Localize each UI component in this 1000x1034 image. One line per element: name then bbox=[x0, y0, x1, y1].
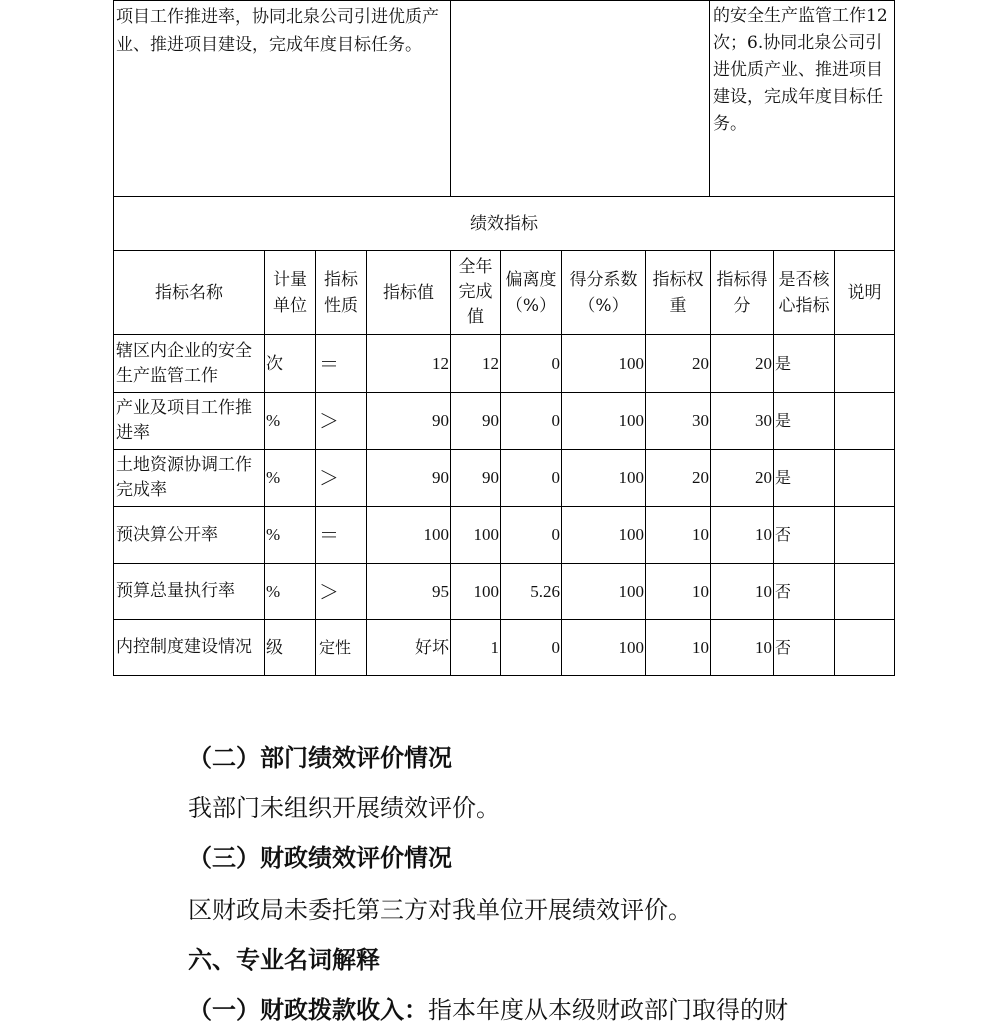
cell-score-coefficient: 100 bbox=[618, 468, 644, 487]
cell-score-coefficient: 100 bbox=[618, 525, 644, 544]
header-deviation: 偏离度（%） bbox=[505, 269, 557, 316]
cell-nature: ＞ bbox=[319, 466, 339, 490]
heading-dept-evaluation: （二）部门绩效评价情况 bbox=[188, 743, 452, 772]
cell-note bbox=[835, 564, 894, 619]
cell-target-value: 12 bbox=[432, 353, 449, 373]
paragraph-finance-evaluation: 区财政局未委托第三方对我单位开展绩效评价。 bbox=[188, 896, 692, 924]
cell-nature: ＝ bbox=[319, 523, 339, 547]
cell-weight: 10 bbox=[692, 525, 709, 544]
cell-nature: ＝ bbox=[319, 351, 339, 376]
header-score-coefficient: 得分系数（%） bbox=[569, 269, 638, 316]
cell-deviation: 5.26 bbox=[530, 581, 560, 601]
cell-deviation: 0 bbox=[551, 411, 560, 430]
cell-deviation: 0 bbox=[551, 353, 560, 373]
paragraph-fiscal-income bbox=[188, 994, 788, 1026]
cell-unit: % bbox=[266, 468, 281, 487]
cell-note bbox=[835, 393, 894, 449]
cell-actual-value: 100 bbox=[473, 581, 499, 601]
cell-weight: 20 bbox=[692, 468, 709, 487]
header-score: 指标得分 bbox=[716, 269, 768, 316]
heading-finance-evaluation: （三）财政绩效评价情况 bbox=[188, 843, 452, 872]
cell-unit: 级 bbox=[266, 637, 283, 657]
cell-weight: 20 bbox=[692, 353, 709, 373]
top-right-text: 的安全生产监管工作12 次；6.协同北泉公司引进优质产业、推进项目建设，完成年度目标任务。 bbox=[713, 6, 888, 134]
cell-unit: % bbox=[266, 525, 281, 544]
cell-deviation: 0 bbox=[551, 637, 560, 657]
cell-unit: 次 bbox=[266, 353, 283, 373]
cell-nature: ＞ bbox=[319, 579, 339, 604]
cell-deviation: 0 bbox=[551, 525, 560, 544]
cell-score-coefficient: 100 bbox=[618, 637, 644, 657]
cell-is-core: 否 bbox=[775, 637, 792, 657]
paragraph-dept-evaluation: 我部门未组织开展绩效评价。 bbox=[188, 794, 500, 822]
header-is-core: 是否核心指标 bbox=[778, 269, 830, 316]
cell-is-core: 否 bbox=[775, 525, 792, 544]
header-target-value: 指标值 bbox=[383, 282, 434, 303]
cell-actual-value: 100 bbox=[473, 525, 499, 544]
header-weight: 指标权重 bbox=[652, 269, 704, 316]
cell-score: 10 bbox=[755, 637, 772, 657]
cell-score: 20 bbox=[755, 353, 772, 373]
term-fiscal-income: （一）财政拨款收入： bbox=[188, 995, 428, 1024]
cell-indicator-name: 内控制度建设情况 bbox=[116, 637, 252, 657]
cell-score: 20 bbox=[755, 468, 772, 487]
cell-actual-value: 12 bbox=[482, 353, 499, 373]
cell-is-core: 是 bbox=[775, 411, 792, 430]
cell-weight: 10 bbox=[692, 637, 709, 657]
cell-is-core: 是 bbox=[775, 353, 792, 373]
top-middle-text bbox=[451, 1, 709, 195]
cell-note bbox=[835, 335, 894, 392]
header-indicator-name: 指标名称 bbox=[155, 282, 223, 303]
cell-target-value: 好坏 bbox=[415, 637, 449, 657]
header-actual-value: 全年完成值 bbox=[458, 257, 493, 327]
cell-actual-value: 90 bbox=[482, 468, 499, 487]
cell-is-core: 否 bbox=[775, 581, 792, 601]
cell-actual-value: 90 bbox=[482, 411, 499, 430]
cell-target-value: 90 bbox=[432, 411, 449, 430]
cell-nature: ＞ bbox=[319, 409, 339, 433]
cell-target-value: 100 bbox=[423, 525, 449, 544]
cell-note bbox=[835, 507, 894, 563]
cell-indicator-name: 预算总量执行率 bbox=[116, 581, 235, 601]
cell-unit: % bbox=[266, 581, 281, 601]
header-nature: 指标性质 bbox=[324, 269, 358, 316]
cell-indicator-name: 辖区内企业的安全生产监管工作 bbox=[116, 340, 252, 386]
cell-weight: 30 bbox=[692, 411, 709, 430]
cell-indicator-name: 土地资源协调工作完成率 bbox=[116, 455, 252, 500]
cell-indicator-name: 产业及项目工作推进率 bbox=[116, 398, 252, 443]
cell-score: 30 bbox=[755, 411, 772, 430]
cell-unit: % bbox=[266, 411, 281, 430]
cell-score-coefficient: 100 bbox=[618, 581, 644, 601]
cell-weight: 10 bbox=[692, 581, 709, 601]
cell-target-value: 95 bbox=[432, 581, 449, 601]
term-fiscal-income-definition: 指本年度从本级财政部门取得的财 bbox=[428, 996, 788, 1024]
cell-is-core: 是 bbox=[775, 468, 792, 487]
header-note: 说明 bbox=[847, 282, 882, 303]
cell-score: 10 bbox=[755, 581, 772, 601]
cell-note bbox=[835, 450, 894, 506]
section-header: 绩效指标 bbox=[470, 213, 538, 234]
heading-glossary: 六、专业名词解释 bbox=[188, 945, 380, 974]
top-left-text: 项目工作推进率，协同北泉公司引进优质产业、推进项目建设，完成年度目标任务。 bbox=[116, 7, 439, 55]
cell-target-value: 90 bbox=[432, 468, 449, 487]
cell-score-coefficient: 100 bbox=[618, 411, 644, 430]
cell-indicator-name: 预决算公开率 bbox=[116, 524, 218, 545]
cell-note bbox=[835, 620, 894, 675]
cell-score-coefficient: 100 bbox=[618, 353, 644, 373]
cell-deviation: 0 bbox=[551, 468, 560, 487]
cell-score: 10 bbox=[755, 525, 772, 544]
cell-actual-value: 1 bbox=[490, 637, 499, 657]
cell-nature: 定性 bbox=[319, 637, 352, 657]
header-unit: 计量单位 bbox=[273, 269, 307, 316]
